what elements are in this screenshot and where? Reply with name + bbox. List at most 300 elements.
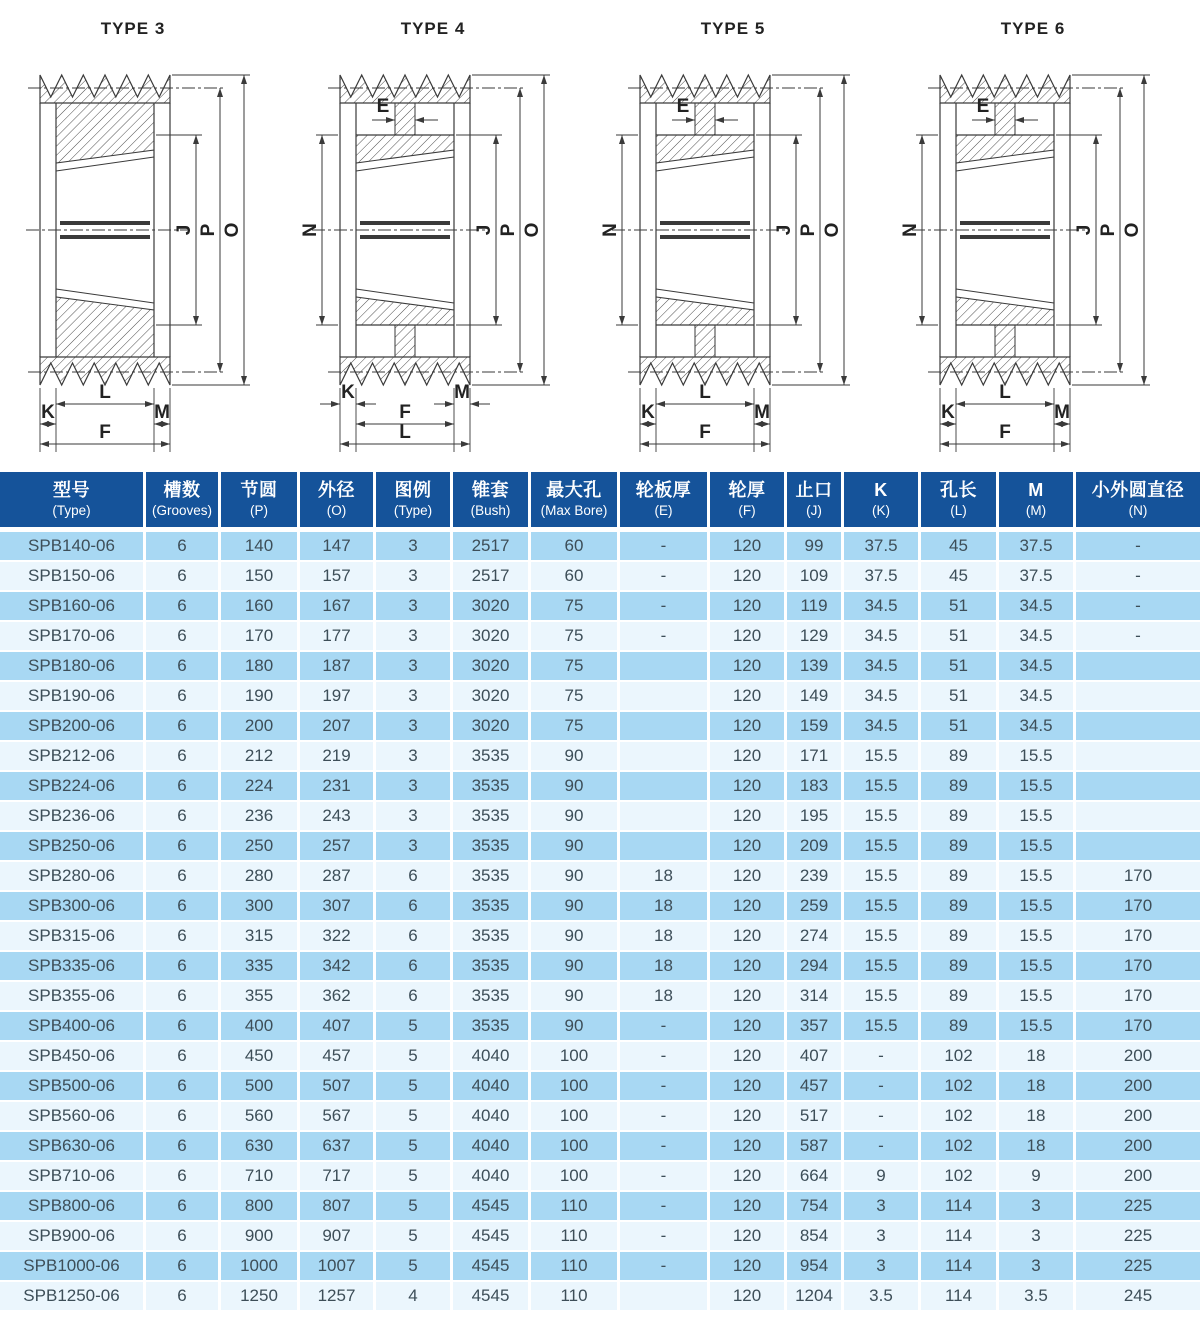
table-cell: 18	[617, 860, 707, 890]
table-cell: 110	[528, 1220, 617, 1250]
table-cell: 120	[707, 1250, 784, 1280]
table-cell: 75	[528, 710, 617, 740]
column-header-zh: 槽数	[163, 480, 201, 500]
table-cell: 3	[373, 770, 450, 800]
table-cell: 89	[918, 950, 996, 980]
table-cell: 200	[1073, 1130, 1200, 1160]
table-cell: 89	[918, 890, 996, 920]
table-cell: 90	[528, 920, 617, 950]
table-cell: -	[617, 1070, 707, 1100]
dim-label-O: O	[1122, 222, 1143, 238]
dim-label-K: K	[941, 402, 955, 423]
table-cell: 15.5	[996, 740, 1073, 770]
column-header-zh: 轮厚	[728, 480, 766, 500]
dim-label-M: M	[154, 402, 170, 423]
table-cell: 89	[918, 980, 996, 1010]
table-cell: 170	[1073, 950, 1200, 980]
table-cell: 90	[528, 740, 617, 770]
drawing-block-type-4	[300, 0, 600, 472]
table-cell: 120	[707, 890, 784, 920]
table-cell: 100	[528, 1130, 617, 1160]
dim-label-N: N	[900, 223, 921, 237]
table-cell: 4040	[450, 1070, 528, 1100]
table-cell: 18	[996, 1040, 1073, 1070]
dim-label-P: P	[198, 223, 219, 237]
table-cell: 15.5	[996, 980, 1073, 1010]
table-cell: 3020	[450, 650, 528, 680]
table-row	[0, 740, 1200, 770]
dim-label-J: J	[174, 224, 195, 236]
table-cell: 6	[143, 800, 218, 830]
column-header-en: (P)	[250, 502, 268, 518]
table-cell: 5	[373, 1100, 450, 1130]
table-cell: 5	[373, 1040, 450, 1070]
table-cell: 183	[784, 770, 841, 800]
table-cell: 120	[707, 950, 784, 980]
table-cell: 560	[218, 1100, 297, 1130]
table-cell: 37.5	[996, 560, 1073, 590]
table-cell: 119	[784, 590, 841, 620]
table-cell: 3	[373, 800, 450, 830]
table-cell: 60	[528, 530, 617, 560]
table-cell: 6	[143, 680, 218, 710]
table-cell: 15.5	[841, 800, 918, 830]
column-header-zh: M	[1028, 480, 1044, 500]
table-row	[0, 590, 1200, 620]
table-cell: 90	[528, 860, 617, 890]
table-cell: 2517	[450, 530, 528, 560]
table-cell: 259	[784, 890, 841, 920]
table-cell: 139	[784, 650, 841, 680]
table-cell: 300	[218, 890, 297, 920]
column-header	[218, 472, 297, 530]
table-row	[0, 1160, 1200, 1190]
table-cell: 120	[707, 1100, 784, 1130]
table-cell: 6	[143, 590, 218, 620]
table-cell: 170	[1073, 980, 1200, 1010]
table-cell: 4545	[450, 1220, 528, 1250]
table-cell: 6	[373, 980, 450, 1010]
table-cell: 6	[143, 860, 218, 890]
table-cell: 400	[218, 1010, 297, 1040]
table-cell: 6	[143, 1070, 218, 1100]
table-cell: 102	[918, 1160, 996, 1190]
table-cell: 314	[784, 980, 841, 1010]
table-cell: 307	[297, 890, 373, 920]
table-cell: -	[617, 530, 707, 560]
table-row	[0, 920, 1200, 950]
table-cell: 34.5	[841, 620, 918, 650]
table-cell: 34.5	[996, 680, 1073, 710]
table-cell: 450	[218, 1040, 297, 1070]
table-cell: 120	[707, 710, 784, 740]
table-cell: 6	[143, 560, 218, 590]
table-cell: 225	[1073, 1250, 1200, 1280]
table-cell: SPB150-06	[0, 560, 143, 590]
table-cell: 250	[218, 830, 297, 860]
table-cell: 15.5	[996, 1010, 1073, 1040]
table-cell: 4545	[450, 1280, 528, 1310]
table-row	[0, 1250, 1200, 1280]
table-cell: 170	[1073, 920, 1200, 950]
column-header	[450, 472, 528, 530]
table-cell: 18	[617, 980, 707, 1010]
table-cell: 907	[297, 1220, 373, 1250]
table-cell	[1073, 680, 1200, 710]
table-cell: 15.5	[841, 770, 918, 800]
table-cell: 120	[707, 530, 784, 560]
table-cell: 90	[528, 890, 617, 920]
table-cell: 800	[218, 1190, 297, 1220]
table-cell: 900	[218, 1220, 297, 1250]
table-cell: 225	[1073, 1220, 1200, 1250]
column-header-en: (K)	[872, 502, 890, 518]
table-row	[0, 770, 1200, 800]
dim-label-K: K	[41, 402, 55, 423]
table-cell: -	[841, 1070, 918, 1100]
table-cell: 200	[218, 710, 297, 740]
table-cell: SPB190-06	[0, 680, 143, 710]
table-cell: 274	[784, 920, 841, 950]
dim-label-J: J	[774, 224, 795, 236]
table-cell: 4040	[450, 1160, 528, 1190]
table-cell: 15.5	[841, 920, 918, 950]
table-cell: 37.5	[841, 560, 918, 590]
table-cell: 3	[373, 830, 450, 860]
table-cell: 90	[528, 830, 617, 860]
table-cell: 3535	[450, 980, 528, 1010]
table-header	[0, 472, 1200, 530]
dim-label-O: O	[522, 222, 543, 238]
column-header-en: (F)	[738, 502, 756, 518]
table-cell: 4040	[450, 1100, 528, 1130]
table-cell: 1007	[297, 1250, 373, 1280]
table-row	[0, 860, 1200, 890]
table-cell: 2517	[450, 560, 528, 590]
table-cell: 120	[707, 740, 784, 770]
table-cell: 75	[528, 680, 617, 710]
table-row	[0, 560, 1200, 590]
table-cell: 357	[784, 1010, 841, 1040]
table-row	[0, 890, 1200, 920]
table-cell: 45	[918, 560, 996, 590]
table-cell: SPB560-06	[0, 1100, 143, 1130]
table-cell: 5	[373, 1070, 450, 1100]
table-cell: -	[1073, 530, 1200, 560]
dim-label-N: N	[600, 223, 621, 237]
table-cell: -	[1073, 590, 1200, 620]
table-cell: 89	[918, 830, 996, 860]
table-cell	[1073, 770, 1200, 800]
table-cell: 18	[996, 1070, 1073, 1100]
table-row	[0, 620, 1200, 650]
table-cell: 212	[218, 740, 297, 770]
table-cell: 243	[297, 800, 373, 830]
column-header-zh: 小外圆直径	[1091, 480, 1185, 500]
table-cell: 3535	[450, 920, 528, 950]
table-cell: -	[617, 620, 707, 650]
table-cell	[617, 800, 707, 830]
dim-label-F: F	[399, 402, 411, 423]
table-cell: 224	[218, 770, 297, 800]
dim-label-L: L	[999, 382, 1011, 403]
table-cell: 100	[528, 1160, 617, 1190]
table-cell: 89	[918, 860, 996, 890]
column-header-en: (Bush)	[470, 502, 511, 518]
column-header-en: (L)	[950, 502, 967, 518]
table-cell: 18	[996, 1100, 1073, 1130]
table-cell: 315	[218, 920, 297, 950]
table-cell: SPB236-06	[0, 800, 143, 830]
table-cell: SPB200-06	[0, 710, 143, 740]
table-cell: 6	[143, 1100, 218, 1130]
table-cell: 60	[528, 560, 617, 590]
table-row	[0, 1280, 1200, 1310]
table-cell: -	[617, 1160, 707, 1190]
table-cell: SPB1250-06	[0, 1280, 143, 1310]
dim-label-O: O	[822, 222, 843, 238]
column-header-en: (Type)	[393, 502, 433, 518]
table-cell: 160	[218, 590, 297, 620]
table-cell: 100	[528, 1100, 617, 1130]
table-cell: SPB355-06	[0, 980, 143, 1010]
table-cell: 157	[297, 560, 373, 590]
column-header-en: (E)	[654, 502, 673, 518]
table-cell: SPB212-06	[0, 740, 143, 770]
table-cell: 89	[918, 770, 996, 800]
table-cell: SPB800-06	[0, 1190, 143, 1220]
table-cell: 90	[528, 980, 617, 1010]
table-cell: 3535	[450, 950, 528, 980]
table-cell: SPB170-06	[0, 620, 143, 650]
spec-table	[0, 472, 1200, 1310]
table-cell: 15.5	[841, 980, 918, 1010]
table-cell: 6	[373, 950, 450, 980]
drawing-title: TYPE 5	[700, 19, 766, 38]
table-row	[0, 1130, 1200, 1160]
table-cell	[1073, 830, 1200, 860]
table-cell: 120	[707, 590, 784, 620]
column-header-en: (O)	[326, 502, 347, 518]
table-cell: 3	[996, 1190, 1073, 1220]
table-cell: 120	[707, 1010, 784, 1040]
table-cell: 34.5	[841, 710, 918, 740]
dim-label-J: J	[474, 224, 495, 236]
table-cell: 6	[143, 1190, 218, 1220]
table-row	[0, 1040, 1200, 1070]
table-cell: 34.5	[996, 620, 1073, 650]
table-cell: 110	[528, 1250, 617, 1280]
header-row	[0, 472, 1200, 530]
table-cell: 18	[617, 950, 707, 980]
table-cell: 114	[918, 1250, 996, 1280]
table-cell: 90	[528, 800, 617, 830]
type-4-drawing	[300, 0, 600, 472]
table-cell: -	[841, 1040, 918, 1070]
table-cell: 3020	[450, 620, 528, 650]
table-cell: 102	[918, 1100, 996, 1130]
table-cell: 147	[297, 530, 373, 560]
dim-label-L: L	[399, 422, 411, 443]
table-cell: 754	[784, 1190, 841, 1220]
dim-label-P: P	[798, 223, 819, 237]
table-cell: 457	[297, 1040, 373, 1070]
table-cell: 6	[143, 1160, 218, 1190]
table-cell: 34.5	[996, 710, 1073, 740]
table-cell: 3	[373, 710, 450, 740]
table-cell: 6	[143, 890, 218, 920]
table-cell: 34.5	[996, 590, 1073, 620]
table-cell: 517	[784, 1100, 841, 1130]
column-header	[918, 472, 996, 530]
table-cell	[617, 710, 707, 740]
column-header	[707, 472, 784, 530]
table-cell: 3	[841, 1250, 918, 1280]
table-cell: 120	[707, 800, 784, 830]
table-cell: -	[1073, 560, 1200, 590]
table-cell: 239	[784, 860, 841, 890]
table-cell: 18	[617, 920, 707, 950]
table-cell: 18	[617, 890, 707, 920]
dim-label-J: J	[1074, 224, 1095, 236]
table-cell: 954	[784, 1250, 841, 1280]
table-cell: 355	[218, 980, 297, 1010]
column-header-en: (Grooves)	[151, 502, 212, 518]
table-cell: 1204	[784, 1280, 841, 1310]
table-cell: -	[617, 560, 707, 590]
table-cell: 294	[784, 950, 841, 980]
table-cell	[617, 1280, 707, 1310]
table-cell: 109	[784, 560, 841, 590]
dim-label-P: P	[498, 223, 519, 237]
table-cell: 15.5	[996, 950, 1073, 980]
table-row	[0, 1190, 1200, 1220]
table-cell: 114	[918, 1280, 996, 1310]
dim-label-N: N	[300, 223, 321, 237]
table-cell: 322	[297, 920, 373, 950]
table-cell: -	[617, 1130, 707, 1160]
table-cell: SPB710-06	[0, 1160, 143, 1190]
table-cell: 6	[143, 530, 218, 560]
table-cell: 200	[1073, 1040, 1200, 1070]
table-cell: 231	[297, 770, 373, 800]
table-cell: 3535	[450, 860, 528, 890]
table-cell: 3535	[450, 800, 528, 830]
table-cell: 1250	[218, 1280, 297, 1310]
column-header	[143, 472, 218, 530]
table-row	[0, 1100, 1200, 1130]
column-header	[841, 472, 918, 530]
table-row	[0, 980, 1200, 1010]
table-cell: 6	[143, 1280, 218, 1310]
table-cell: 500	[218, 1070, 297, 1100]
table-cell: 120	[707, 620, 784, 650]
table-cell: 407	[297, 1010, 373, 1040]
table-cell: 335	[218, 950, 297, 980]
column-header-zh: 节圆	[240, 480, 278, 500]
table-cell: 15.5	[996, 770, 1073, 800]
table-cell: 209	[784, 830, 841, 860]
table-cell: 120	[707, 1040, 784, 1070]
table-cell: 3	[373, 590, 450, 620]
table-cell: 100	[528, 1070, 617, 1100]
table-cell: 3535	[450, 890, 528, 920]
table-cell: 110	[528, 1280, 617, 1310]
table-cell: 342	[297, 950, 373, 980]
table-row	[0, 1010, 1200, 1040]
table-cell: SPB315-06	[0, 920, 143, 950]
table-cell: SPB160-06	[0, 590, 143, 620]
column-header-zh: 外径	[318, 480, 355, 500]
type-6-drawing	[900, 0, 1200, 472]
table-cell: 120	[707, 770, 784, 800]
table-cell	[617, 830, 707, 860]
type-3-drawing	[0, 0, 300, 472]
table-cell: 257	[297, 830, 373, 860]
table-cell: 3	[841, 1190, 918, 1220]
table-cell: 6	[143, 650, 218, 680]
table-cell: 507	[297, 1070, 373, 1100]
table-cell: 6	[143, 1010, 218, 1040]
table-cell: 100	[528, 1040, 617, 1070]
dim-label-M: M	[1054, 402, 1070, 423]
column-header-en: (N)	[1128, 502, 1148, 518]
drawing-block-type-6	[900, 0, 1200, 472]
table-cell	[1073, 800, 1200, 830]
table-cell: 6	[143, 950, 218, 980]
table-cell: 6	[143, 980, 218, 1010]
table-cell: 200	[1073, 1100, 1200, 1130]
table-cell: 120	[707, 830, 784, 860]
drawing-title: TYPE 4	[400, 19, 466, 38]
table-cell: 120	[707, 860, 784, 890]
table-cell: 717	[297, 1160, 373, 1190]
table-cell: 102	[918, 1070, 996, 1100]
table-cell	[1073, 710, 1200, 740]
table-cell: -	[617, 1010, 707, 1040]
table-cell: 120	[707, 650, 784, 680]
table-cell: 120	[707, 920, 784, 950]
table-cell: 287	[297, 860, 373, 890]
table-cell: 236	[218, 800, 297, 830]
table-cell: 120	[707, 980, 784, 1010]
table-cell: 664	[784, 1160, 841, 1190]
table-cell: SPB900-06	[0, 1220, 143, 1250]
table-cell: SPB250-06	[0, 830, 143, 860]
column-header	[996, 472, 1073, 530]
table-cell: 51	[918, 620, 996, 650]
table-cell: SPB180-06	[0, 650, 143, 680]
table-cell: 5	[373, 1010, 450, 1040]
table-cell: 75	[528, 590, 617, 620]
table-cell: 89	[918, 800, 996, 830]
column-header	[528, 472, 617, 530]
table-cell: 120	[707, 1220, 784, 1250]
column-header-zh: 止口	[795, 480, 833, 500]
column-header	[0, 472, 143, 530]
table-cell	[617, 770, 707, 800]
table-cell: 167	[297, 590, 373, 620]
table-row	[0, 950, 1200, 980]
pulley-drawings	[0, 0, 1200, 472]
table-cell: 630	[218, 1130, 297, 1160]
dim-label-M: M	[754, 402, 770, 423]
table-cell: 75	[528, 650, 617, 680]
table-cell: 75	[528, 620, 617, 650]
table-cell: 6	[373, 860, 450, 890]
dim-label-L: L	[699, 382, 711, 403]
table-cell: 45	[918, 530, 996, 560]
